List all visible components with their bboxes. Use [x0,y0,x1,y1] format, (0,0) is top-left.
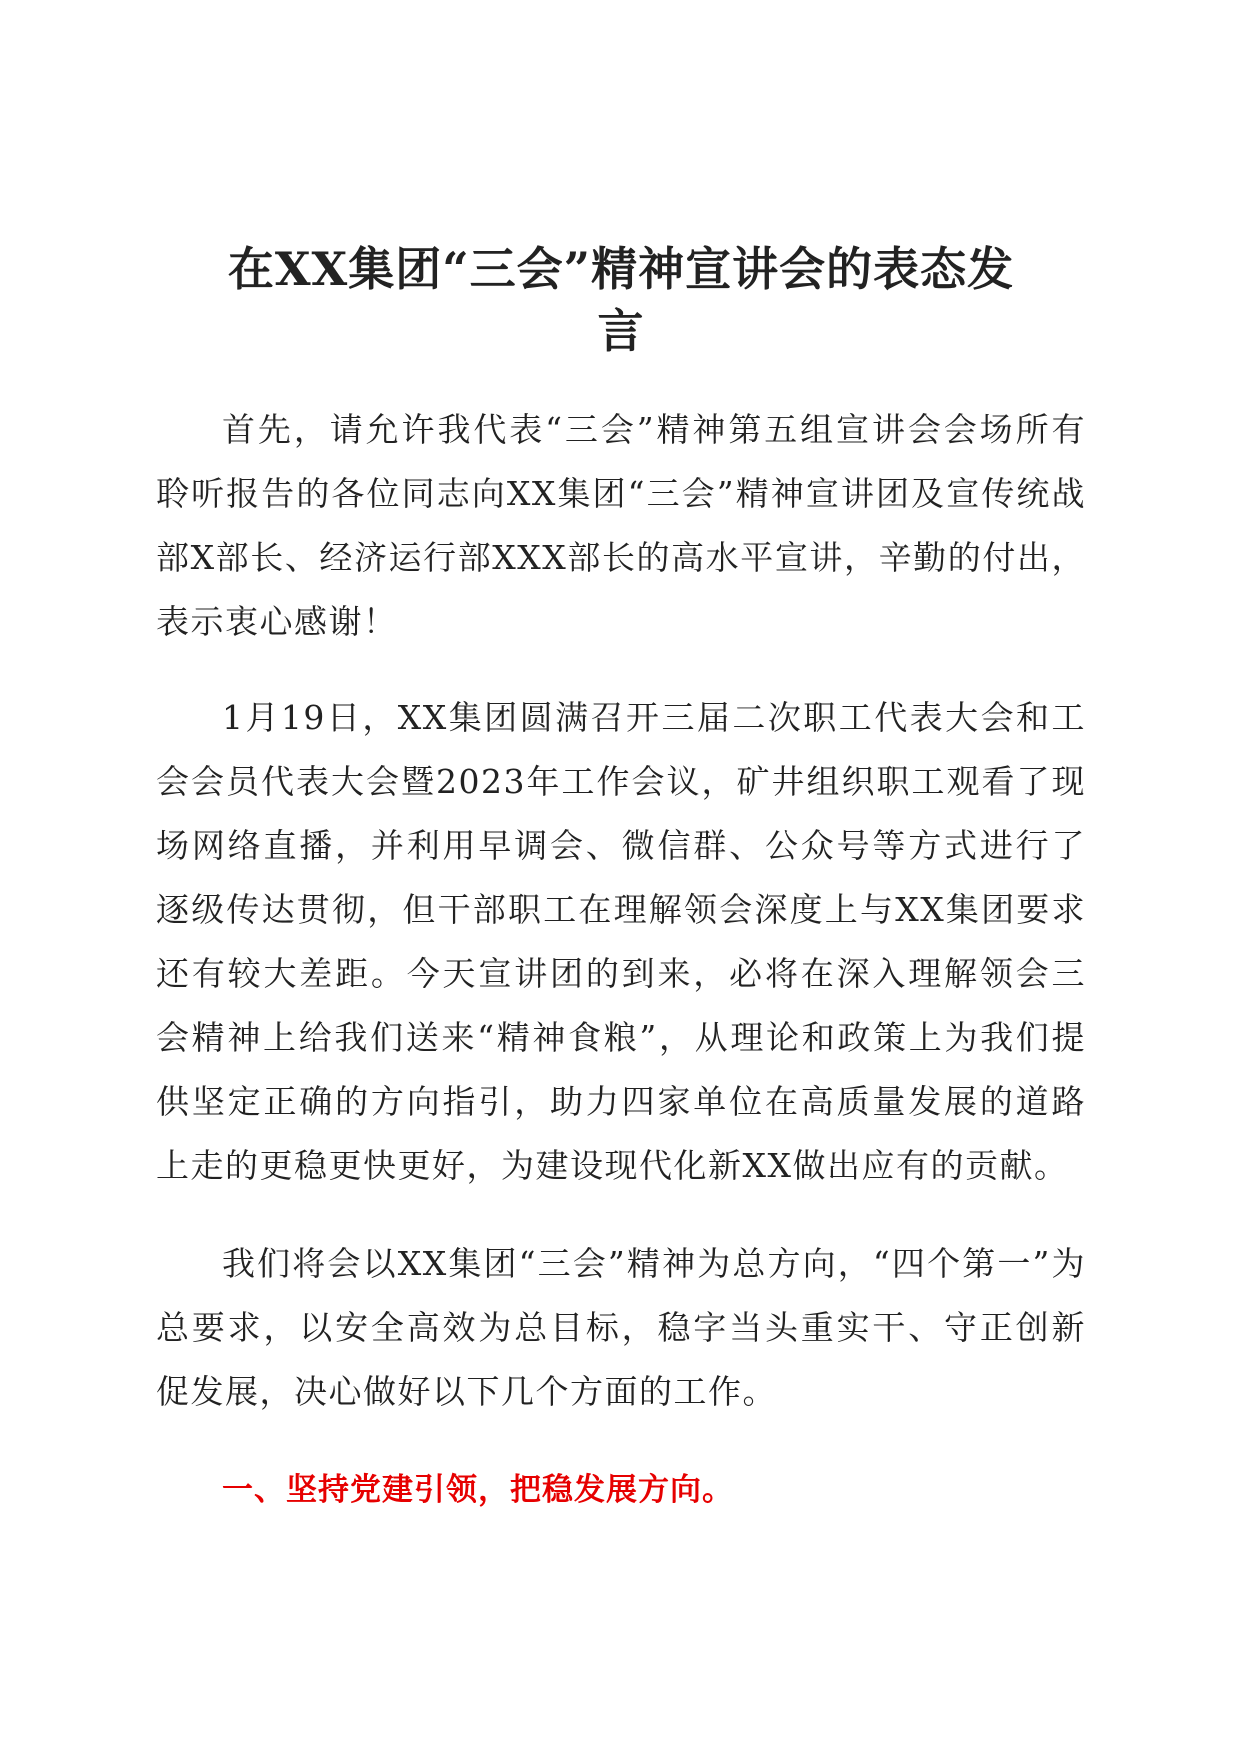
document-title [156,238,1086,362]
title-line-1: 在XX集团“三会”精神宣讲会的表态发 [227,242,1015,296]
paragraph-gratitude: 首先，请允许我代表“三会”精神第五组宣讲会会场所有聆听报告的各位同志向XX集团“三会”精神宣讲团及宣传统战部X部长、经济运行部XXX部长的高水平宣讲，辛勤的付出，表示衷心感谢！ [156,410,1086,641]
paragraph-meeting-summary: 1月19日，XX集团圆满召开三届二次职工代表大会和工会会员代表大会暨2023年工作会议，矿井组织职工观看了现场网络直播，并利用早调会、微信群、公众号等方式进行了逐级传达贯彻，但干部职工在理解领会深度上与XX集团要求还有较大差距。今天宣讲团的到来，必将在深入理解领会三会精神上给我们送来“精神食粮”，从理论和政策上为我们提供坚定正确的方向指引，助力四家单位在高质量发展的道路上走的更稳更快更好，为建设现代化新XX做出应有的贡献。 [156,698,1086,1185]
section-heading-party-building: 一、坚持党建引领，把稳发展方向。 [222,1472,734,1508]
title-line-2: 言 [597,304,645,358]
paragraph-commitment: 我们将会以XX集团“三会”精神为总方向，“四个第一”为总要求，以安全高效为总目标，稳字当头重实干、守正创新促发展，决心做好以下几个方面的工作。 [156,1244,1086,1411]
